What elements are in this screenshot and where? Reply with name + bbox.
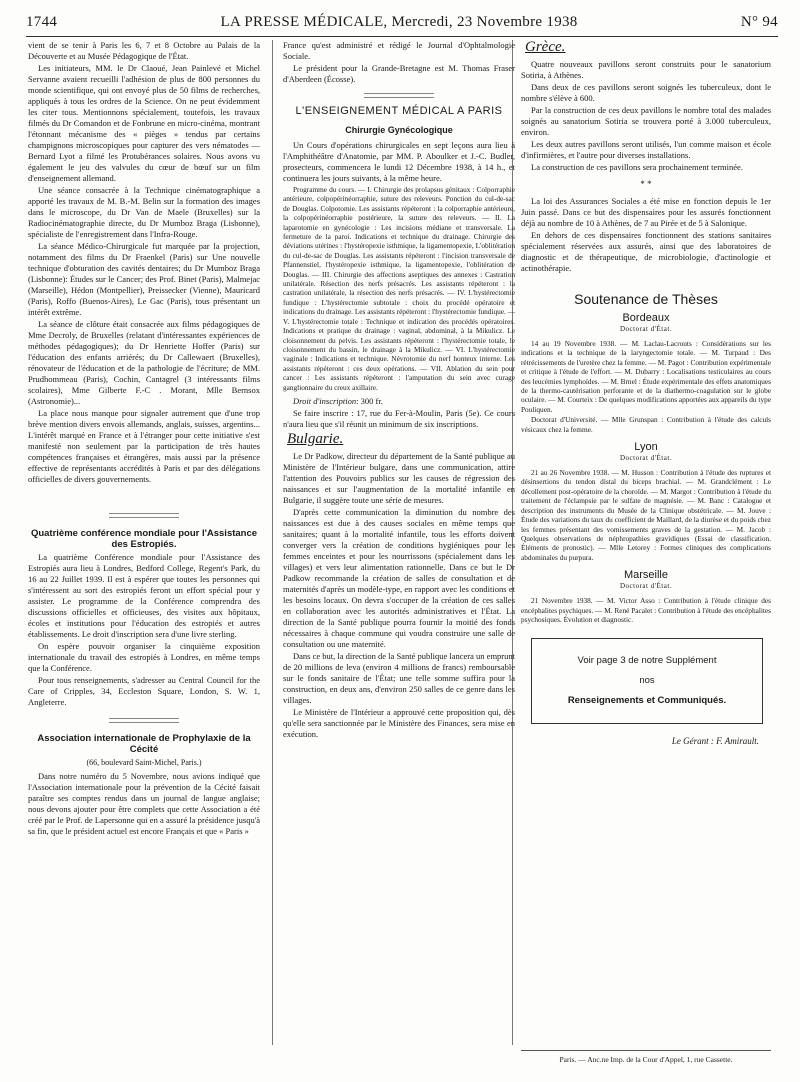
- column-3: [521, 40, 771, 751]
- association-address: (66, boulevard Saint-Michel, Paris.): [86, 758, 202, 767]
- paragraph: En dehors de ces dispensaires fonctionnent des stations sanitaires spécialement réservées aux assurés, ainsi que des laboratoires de diagnostic et de thérapeutique, de microbiologie, d'actinologie et actinothérapie.: [521, 230, 771, 273]
- paragraph: La séance de clôture était consacrée aux films pédagogiques de Mme Decroly, de Bruxelles (relatant d'intéressantes expériences de méthodes pédagogiques); du Dr Henriette Hoffer (Paris) sur l'éducation des enfants arriérés; du Dr Callewaert (Bruxelles), rénovateur de l'éducation et de la pathologie de l'écriture; de MM. Prudhommeau (Paris), Cochin, Cantagrel (3 intéressants films scolaires), Mme Gilberte F.-C . Morant, Mlle Bernsox (Astronomie)...: [28, 319, 260, 406]
- asterism: * *: [640, 179, 652, 189]
- paragraph: France qu'est administré et rédigé le Journal d'Ophtalmologie Sociale.: [283, 40, 515, 61]
- theses-list: 21 Novembre 1938. — M. Victor Asso : Contribution à l'étude clinique des encéphalites psychiques. — M. René Pacalet : Contribution à l'étude des encéphalites psychosiques. Évolution et diagnostic.: [521, 596, 771, 624]
- paragraph: D'après cette communication la diminution du nombre des naissances est due à des causes sociales en même temps que sanitaires; quant à la mortalité infantile, tous les efforts doivent converger vers la création de conditions hygiéniques pour les femmes enceintes et pour les nourrissons (spécialement dans les villages) et vers leur alimentation rationnelle. Dans ce but le Dr Padkow recommande la création de salles de consultation et de maternités d'après un modèle-type, en rapport avec les conditions et les besoins locaux. On devra s'occuper de la création de ces salles en collaboration avec les autorités administratives et l'État. La direction de la Santé publique pourra fournir la moitié des fonds nécessaires à chaque commune qui voudra construire une salle de consultation ou une maternité.: [283, 506, 515, 649]
- theses-list: 14 au 19 Novembre 1938. — M. Laclau-Lacrouts : Considérations sur les indications et la technique de la laryngectomie totale. — M. Turpaud : Des rétrécissements de l'uretère chez la femme. — M. Pagot : Contribution expérimentale et critique à l'étude de l'effort. — M. Dubarry : Localisations testiculaires au cours des leucémies lymphoïdes. — M. Brnel : Étude expérimentale des effets anatomiques de la thermo-cautérisation perforante et de la diathermo-coagulation sur le globe oculaire. — M. Courteix : De quelques modifications apportées aux appareils du type Pouliquen.: [521, 339, 771, 414]
- city-heading-lyon: Lyon: [634, 441, 658, 454]
- paragraph: Par la construction de ces deux pavillons le nombre total des malades soignés au sanatorium Sotiria se trouvera porté à 3.000 tuberculeux, environ.: [521, 105, 771, 137]
- theses-list: 21 au 26 Novembre 1938. — M. Husson : Contribution à l'étude des ruptures et désinsertions du tendon distal du biceps brachial. — M. Grandclément : Le décollement post-opératoire de la choroïde. — M. Margot : Contribution à l'étude du traitement de l'éclampsie par le sulfate de magnésie. — M. Banc : Catalogue et description des instruments du Musée de la Clinique obstétricale. — M. Jouve : Étude des variations du taux du coefficient de Maillard, de la diurèse et du poids chez les femmes présentant des vomissements graves de la gestation. — M. Jacob : Quelques observations de néphropathies gravidiques (Essai de classification. Éléments de pronostic). — Mlle Letorey : Formes cliniques des complications abdominales du purpura.: [521, 468, 771, 562]
- paragraph: Les initiateurs, MM. le Dr Claoué, Jean Painlevé et Michel Servanne avaient recueilli l'adhésion de plus de 800 personnes du monde scientifique, qui ont envoyé plus de 50 films de recherches, appliqués à tous les ordres de la Science. On ne peut évidemment les citer tous. Mentionnons spécialement, toutefois, les travaux filmés du Dr Comandon et de Fonbrune en micro-cinéma, montrant l'étonnant mécanisme des « pièges » tendus par certains champignons microscopiques pour capturer des vers nématodes — Bernard Lyot a filmé les Protubérances solaires. Nous avons vu également le jeu des valvules du cœur de bœuf sur un film d'enseignement allemand.: [28, 63, 260, 183]
- city-heading-marseille: Marseille: [623, 569, 668, 582]
- doctorat-label: Doctorat d'État.: [619, 325, 673, 333]
- paragraph: Quatre nouveaux pavillons seront construits pour le sanatorium Sotiria, à Athènes.: [521, 59, 771, 80]
- page-header: [26, 14, 778, 36]
- column-2: [283, 40, 515, 741]
- conference-heading: Quatrième conférence mondiale pour l'Assistance des Estropiés.: [30, 528, 258, 550]
- column-1: [28, 40, 260, 838]
- journal-title: LA PRESSE MÉDICALE, Mercredi, 23 Novembre 1938: [220, 14, 578, 30]
- column-divider: [272, 40, 273, 1045]
- issue-number: N° 94: [740, 14, 778, 30]
- separator: [364, 93, 434, 98]
- fee-label: Droit d'inscription: [293, 395, 357, 406]
- printer-imprint: Paris. — Anc.ne Imp. de la Cour d'Appel, 1, rue Cassette.: [521, 1050, 771, 1064]
- city-heading-bordeaux: Bordeaux: [622, 312, 670, 324]
- paragraph: Se faire inscrire : 17, rue du Fer-à-Moulin, Paris (5e). Ce cours n'aura lieu que s'il réunit un minimum de six inscriptions.: [283, 407, 515, 429]
- greece-heading: Grèce.: [525, 39, 566, 55]
- paragraph: La place nous manque pour signaler autrement que d'une trop brève mention divers envois allemands, anglais, suisses, argentins... L'intérêt marqué en France et à l'étranger pour cette initiative s'est manifesté non seulement par la participation de très hautes compétences françaises et étrangères, mais aussi par la présence effective de représentants accrédités à Paris et par des délégations officielles de divers gouvernements.: [28, 408, 260, 484]
- theses-heading: Soutenance de Thèses: [574, 291, 718, 307]
- paragraph: Dans deux de ces pavillons seront soignés les tuberculeux, dont le nombre s'élève à 600.: [521, 82, 771, 103]
- association-heading: Association internationale de Prophylaxie de la Cécité: [37, 733, 251, 755]
- paragraph: Le président pour la Grande-Bretagne est M. Thomas Fraser d'Aberdeen (Écosse).: [283, 63, 515, 84]
- paragraph: Dans notre numéro du 5 Novembre, nous avions indiqué que l'Association internationale pour la prévention de la Cécité faisait paraître ses comptes rendus dans un journal de langue anglaise; nous devons ajouter pour être complets que cette Association a été créé par le Prof. de Lapersonne qui en a assuré la présidence jusqu'à sa fin, que le président actuel est encore Français et que « Paris »: [28, 771, 260, 836]
- paragraph: Les deux autres pavillons seront utilisés, l'un comme maison et école d'infirmières, et l'autre pour diverses installations.: [521, 139, 771, 160]
- notice-line: nos: [639, 675, 655, 687]
- manager-signature: Le Gérant : F. Amirault.: [671, 736, 759, 747]
- theses-list: Doctorat d'Université. — Mlle Grunspan : Contribution à l'étude des calculs vésicaux chez la femme.: [521, 415, 771, 434]
- paragraph: On espère pouvoir organiser la cinquième exposition internationale du travail des estropiés à Londres, en même temps que la Conférence.: [28, 641, 260, 673]
- paragraph: La construction de ces pavillons sera prochainement terminée.: [531, 162, 743, 172]
- notice-line: Voir page 3 de notre Supplément: [577, 655, 717, 667]
- supplement-notice-box: [531, 638, 763, 724]
- paragraph: La quatrième Conférence mondiale pour l'Assistance des Estropiés aura lieu à Londres, Bedford College, Regent's Park, du 16 au 22 Juillet 1939. Il est à espérer que toutes les personnes qui s'intéressent au sort des estropiés feront un effort spécial pour y assister. Le programme de la Conférence comprendra des discussions officielles et officieuses, des visites aux hôpitaux, écoles et institutions pour l'éducation des estropiés et autres établissements. Le droit d'inscription sera d'une livre sterling.: [28, 552, 260, 639]
- separator: [109, 718, 179, 723]
- doctorat-label: Doctorat d'État.: [619, 454, 673, 463]
- paragraph: Un Cours d'opérations chirurgicales en sept leçons aura lieu à l'Amphithéâtre d'Anatomie, par MM. P. Aboulker et J.-C. Budler, prosecteurs, commencera le lundi 12 Décembre 1938, à 14 h., et continuera les jours suivants, à la même heure.: [283, 140, 515, 183]
- paragraph: La séance Médico-Chirurgicale fut marquée par la projection, notamment des films du Dr Fraenkel (Paris) sur Une nouvelle technique d'obturation des cavités dentaires; du Dr Mumboz Braga (Lisbonne): Études sur le Cancer; des Prof. Binet (Paris), Malmejac (Marseille), Hédon (Montpellier), Preissecker (Vienne), Mauricard (Paris), Roffo (Buenos-Aires), Le Gac (Paris), tous présentant un intérêt extrême.: [28, 241, 260, 317]
- paragraph: Pour tous renseignements, s'adresser au Central Council for the Care of Cripples, 34, Eccleston Square, London, S. W. 1, Angleterre.: [28, 675, 260, 707]
- paragraph: Le Dr Padkow, directeur du département de la Santé publique au Ministère de l'Intérieur bulgare, dans une communication, attire l'attention des Pouvoirs publics sur les causes de régression des naissances et sur l'augmentation de la mortalité infantile en Bulgarie, il suggère toute une série de mesures.: [283, 450, 515, 505]
- course-programme: Programme du cours. — I. Chirurgie des prolapsus génitaux : Colporraphie antérieure, colpopérinéorraphie, suture des releveurs. Ponction du cul-de-sac de Douglas. Colpotomie. Les assistants répéteront : la colporraphie antérieure, la colpopérinéorraphie postérieure, la suture des releveurs. — II. La laparotomie en gynécologie : Les incisions médiane et transversale. La fermeture de la paroi. Indications et technique du drainage. Chirurgie des déviations utérines : l'hystéropexie isthmique, la ligamentopexie, L'oblitération du cul-de-sac de Douglas. Les assistants répéteront : l'incision transversale de Pfannenstiel, l'hystéropexie isthmique, la ligamentopexie, l'oblitération de Douglas. — III. Chirurgie des affections aseptiques des annexes : Castration unilatérale. Résection des nerfs présacrés. Les assistants répéteront : la castration unilatérale, la résection des nerfs présacrés. — IV. L'hystérectomie fundique : L'hystérectomie subtotale : choix du procédé opératoire et indications du drainage. Les assistants répéteront : l'hystérectomie fundique. — V. L'hystérectomie totale : Technique et indication des procédés opératoires. Indications et pratique du drainage : vaginal, abdominal, à la Mikulicz. Le cloisonnement du pelvis. Les assistants répéteront : l'hystérectomie totale, le cloisonnement du bassin, le drainage à la Mikulicz. — VI. L'hystérectomie vaginale : Indications et technique. Névrotomie du nerf honteux interne. Les assistants répéteront : ces deux opérations. — VII. Ablation du sein pour cancer : Les assistants répéteront : l'amputation du sein avec curage ganglionnaire du creux axillaire.: [283, 185, 515, 392]
- paragraph: La loi des Assurances Sociales a été mise en fonction depuis le 1er Juin passé. Dans ce but des dispensaires pour les assurés fonctionnent déjà au nombre de 10 à Athènes, de 7 au Pirée et de 5 à Salonique.: [521, 196, 771, 228]
- paragraph: Dans ce but, la direction de la Santé publique lancera un emprunt de 20 millions de leva (environ 4 millions de francs) remboursable sur le fonds sanitaire de l'État; une telle somme suffira pour la construction, en deux ans, d'environ 250 salles de ce genre dans les villages.: [283, 650, 515, 705]
- paragraph: Le Ministère de l'Intérieur a approuvé cette proposition qui, dès qu'elle sera sanctionnée par le Ministère des Finances, sera mise en exécution.: [283, 706, 515, 739]
- notice-line: Renseignements et Communiqués.: [567, 695, 727, 707]
- fee-value: : 300 fr.: [356, 395, 383, 406]
- header-rule: [26, 36, 778, 37]
- doctorat-label: Doctorat d'État.: [619, 582, 673, 591]
- separator: [109, 513, 179, 518]
- course-heading: Chirurgie Gynécologique: [345, 125, 453, 135]
- paragraph: vient de se tenir à Paris les 6, 7 et 8 Octobre au Palais de la Découverte et au Musée Pédagogique de l'État.: [28, 40, 260, 61]
- section-band-title: L'ENSEIGNEMENT MÉDICAL A PARIS: [295, 105, 503, 117]
- bulgaria-heading: Bulgarie.: [287, 430, 344, 447]
- paragraph: Une séance consacrée à la Technique cinématographique a apporté les travaux de M. B.-M. Belin sur la formation des images dans le microscope, du Dr Van de Maele (Bruxelles) sur la Radiocinématographie directe, du Dr Mumboz Braga (Lisbonne), spécialiste de l'enregistrement dans l'Infra-Rouge.: [28, 185, 260, 239]
- page-number: 1744: [26, 14, 58, 30]
